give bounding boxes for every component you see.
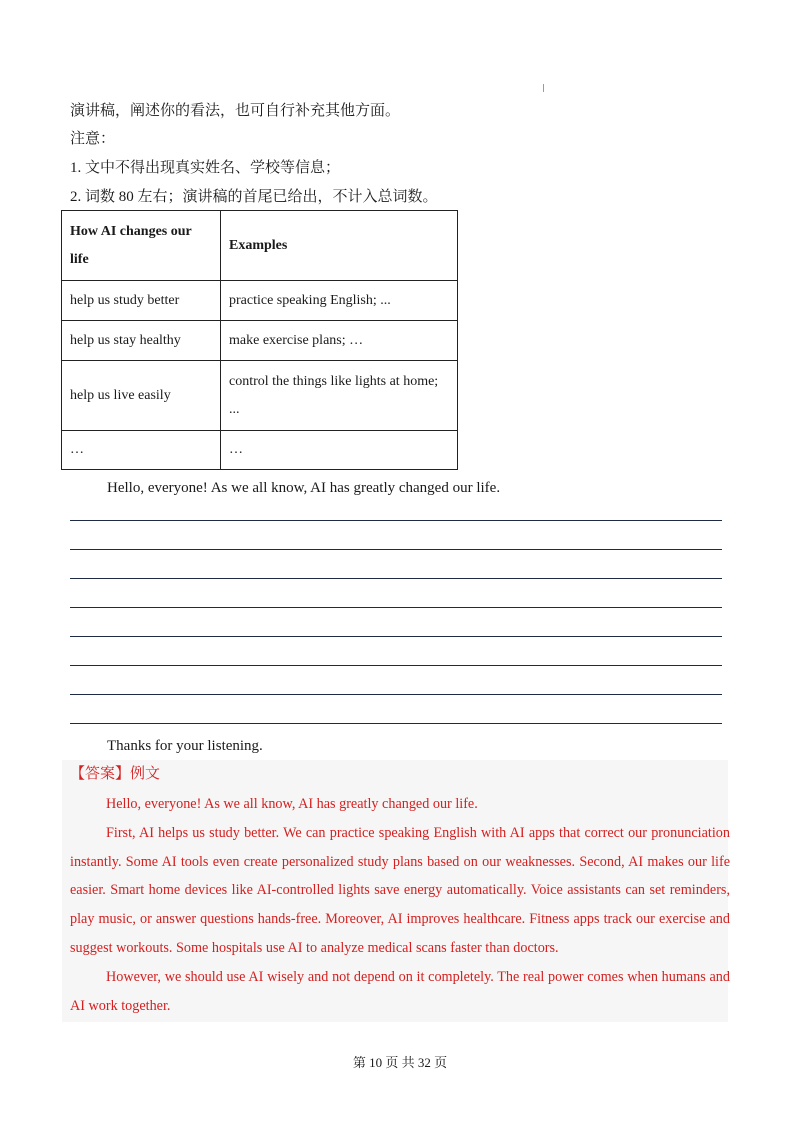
answer-paragraph-2 [70,819,730,963]
speech-closing: Thanks for your listening. [107,738,263,754]
writing-line[interactable] [70,607,722,608]
writing-line[interactable] [70,520,722,521]
margin-tick-mark [543,84,544,92]
answer-label: 【答案】例文 [70,766,161,782]
table-cell: help us study better [62,281,221,321]
table-row [62,281,458,321]
note-label: 注意： [70,131,116,147]
note-item-2: 2. 词数 80 左右；演讲稿的首尾已给出，不计入总词数。 [70,189,438,205]
table-cell: … [62,431,221,470]
table-cell: make exercise plans; … [221,321,458,361]
table-cell: help us stay healthy [62,321,221,361]
answer-paragraph-text: Hello, everyone! As we all know, AI has greatly changed our life. [106,796,478,812]
writing-line[interactable] [70,578,722,579]
answer-paragraph-text: However, we should use AI wisely and not depend on it completely. The real power comes when humans and AI work together. [70,969,730,1014]
page-footer: 第 10 页 共 32 页 [352,1055,448,1070]
answer-paragraph-3 [70,963,730,1020]
answer-paragraph-text: First, AI helps us study better. We can practice speaking English with AI apps that correct our pronunciation instantly. Some AI tools even create personalized study plans based on our weaknesses. Second, AI makes our life easier. Smart home devices like AI-controlled lights save energy automatically. Voice assistants can set reminders, play music, or answer questions hands-free. Moreover, AI improves healthcare. Fitness apps track our exercise and suggest workouts. Some hospitals use AI to analyze medical scans faster than doctors. [70,825,730,956]
table-cell: … [221,431,458,470]
writing-line[interactable] [70,636,722,637]
speech-opening: Hello, everyone! As we all know, AI has greatly changed our life. [107,480,501,496]
table-cell: help us live easily [62,361,221,431]
table-row [62,361,458,431]
writing-line[interactable] [70,549,722,550]
table-cell: control the things like lights at home; ... [221,361,458,431]
ai-changes-table [61,210,458,470]
writing-line[interactable] [70,694,722,695]
table-header-row [62,211,458,281]
answer-paragraph-1 [70,790,730,819]
writing-line[interactable] [70,723,722,724]
writing-line[interactable] [70,665,722,666]
table-row [62,431,458,470]
intro-line: 演讲稿，阐述你的看法，也可自行补充其他方面。 [70,103,401,119]
table-row [62,321,458,361]
table-header-cell: How AI changes our life [62,211,221,281]
table-cell: practice speaking English; ... [221,281,458,321]
note-item-1: 1. 文中不得出现真实姓名、学校等信息； [70,160,341,176]
table-header-cell: Examples [221,211,458,281]
